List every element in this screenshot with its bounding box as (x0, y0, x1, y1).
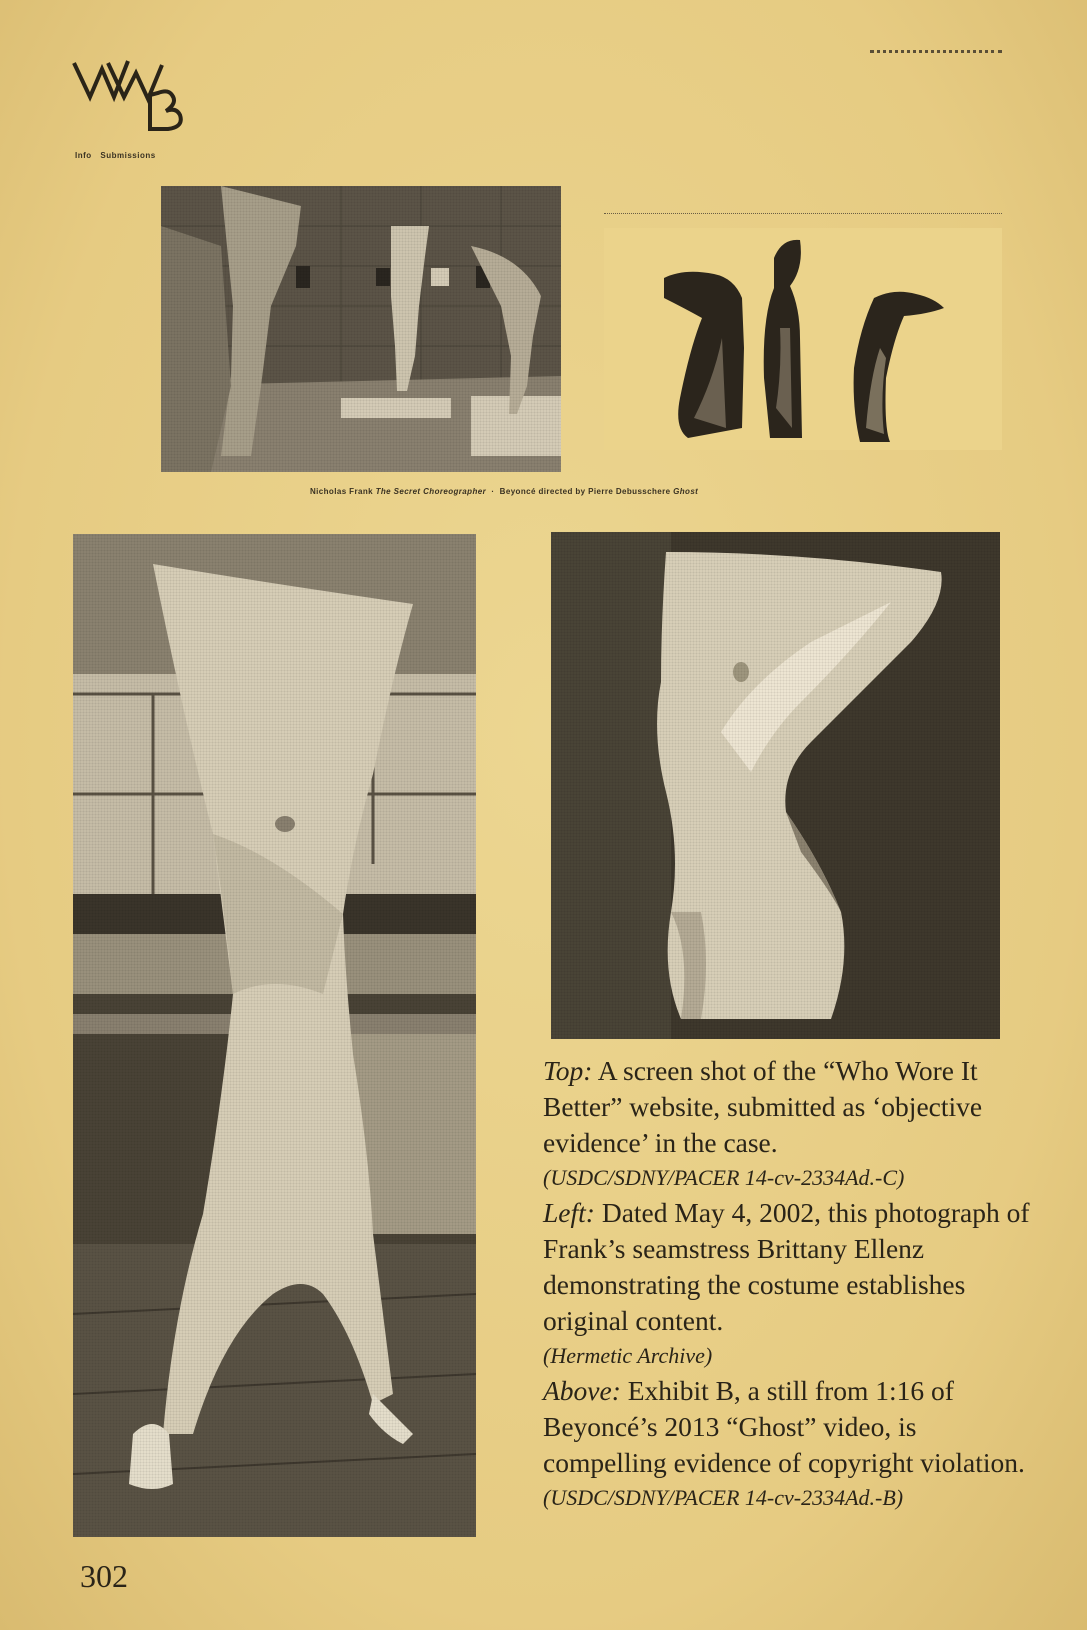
caption-left-ref: (Hermetic Archive) (543, 1343, 713, 1368)
caption-left-text: Dated May 4, 2002, this photograph of Frank’s seamstress Brittany Ellenz demonstrating the costume establishes original content. (543, 1197, 1030, 1336)
ghost-video-still-legs (604, 228, 1002, 450)
caption-left (543, 1195, 1043, 1339)
caption-top-lead: Top: (543, 1055, 593, 1086)
caption-above-ref: (USDC/SDNY/PACER 14-cv-2334Ad.-B) (543, 1485, 904, 1510)
credit-separator: · (491, 487, 495, 496)
caption-above-text: Exhibit B, a still from 1:16 of Beyoncé’s 2013 “Ghost” video, is compelling evidence of copyright violation. (543, 1375, 1025, 1478)
caption-left-lead: Left: (543, 1197, 595, 1228)
nav-submissions[interactable]: Submissions (100, 151, 156, 160)
caption-above (543, 1373, 1043, 1481)
caption-top-text: A screen shot of the “Who Wore It Better” website, submitted as ‘objective evidence’ in the case. (543, 1055, 983, 1158)
credit-left-artist: Nicholas Frank (310, 487, 373, 496)
gallery-installation-photo (161, 186, 561, 472)
credit-right-title: Ghost (673, 487, 699, 496)
dotted-rule (604, 213, 1002, 214)
nav-info[interactable]: Info (75, 151, 92, 160)
caption-above-lead: Above: (543, 1375, 621, 1406)
top-dotted-rule (870, 50, 1002, 53)
photo-credit-line (310, 487, 910, 496)
photo-caption (543, 1053, 1043, 1515)
caption-top (543, 1053, 1043, 1161)
caption-top-ref: (USDC/SDNY/PACER 14-cv-2334Ad.-C) (543, 1165, 905, 1190)
site-nav (75, 151, 162, 160)
seamstress-costume-photo (73, 534, 476, 1537)
costume-closeup-photo (551, 532, 1000, 1039)
credit-right-text: Beyoncé directed by Pierre Debusschere (499, 487, 671, 496)
credit-left-title: The Secret Choreographer (375, 487, 487, 496)
wwb-logo (72, 55, 192, 135)
page-number: 302 (80, 1558, 128, 1594)
